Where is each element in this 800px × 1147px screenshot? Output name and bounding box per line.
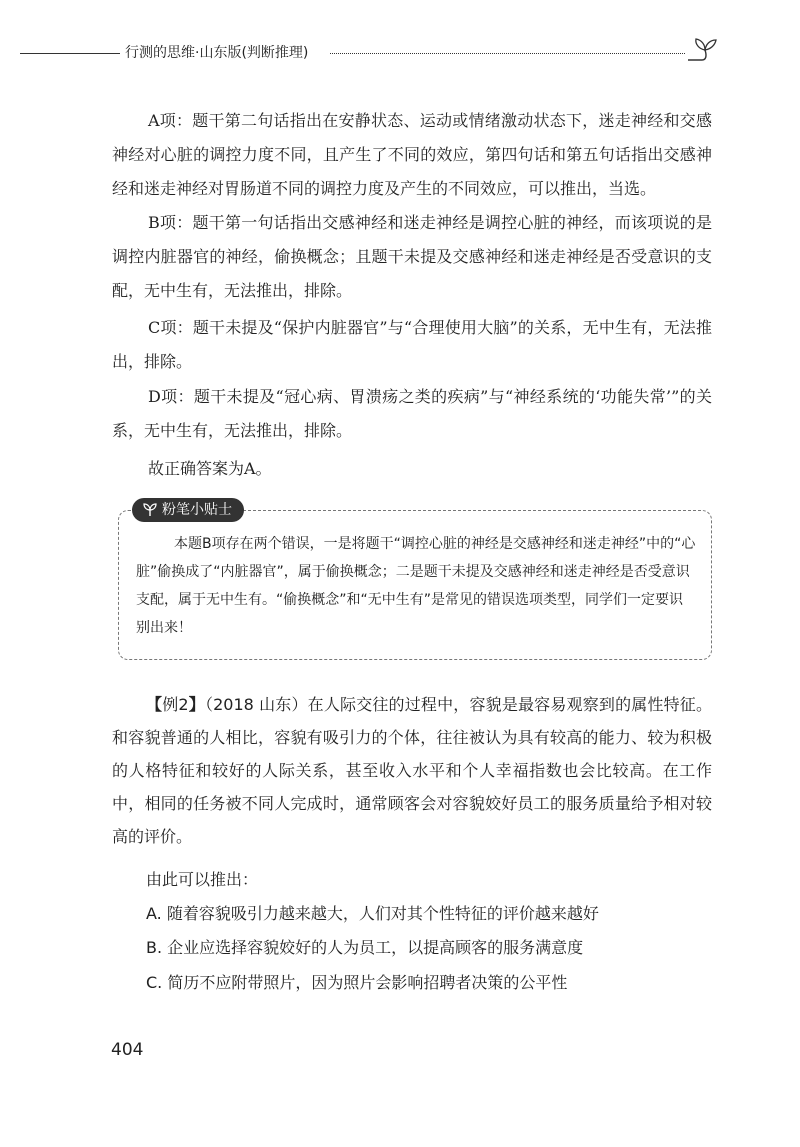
- header-rule-left: [20, 53, 120, 54]
- header-rule-right: [330, 53, 685, 54]
- sprout-icon: [686, 36, 720, 66]
- example-question: [112, 688, 712, 853]
- page-number: 404: [111, 1040, 144, 1060]
- analysis-option-a: A项：题干第二句话指出在安静状态、运动或情绪激动状态下，迷走神经和交感神经对心脏的调控力度不同，且产生了不同的效应，第四句话和第五句话指出交感神经和迷走神经对胃肠道不同的调控力度及产生的不同效应，可以推出，当选。: [112, 111, 712, 198]
- tip-label: [132, 498, 244, 522]
- question-prompt: 由此可以推出：: [146, 870, 259, 889]
- tip-text: 本题B项存在两个错误，一是将题干“调控心脏的神经是交感神经和迷走神经”中的“心脏”偷换成了“内脏器官”，属于偷换概念；二是题干未提及交感神经和迷走神经是否受意识支配，属于无中生有。“偷换概念”和“无中生有”是常见的错误选项类型，同学们一定要识别出来！: [136, 536, 696, 636]
- book-title: 行测的思维·山东版(判断推理): [125, 45, 309, 61]
- example-text: 在人际交往的过程中，容貌是最容易观察到的属性特征。和容貌普通的人相比，容貌有吸引力的个体，往往被认为具有较高的能力、较为积极的人格特征和较好的人际关系，甚至收入水平和个人幸福指数也会比较高。在工作中，相同的任务被不同人完成时，通常顾客会对容貌姣好员工的服务质量给予相对较高的评价。: [112, 695, 712, 846]
- option-b: B. 企业应选择容貌姣好的人为员工，以提高顾客的服务满意度: [146, 938, 584, 957]
- option-a: A. 随着容貌吸引力越来越大，人们对其个性特征的评价越来越好: [146, 904, 599, 923]
- answer-line: 故正确答案为A。: [148, 459, 272, 478]
- analysis-option-b: B项：题干第一句话指出交感神经和迷走神经是调控心脏的神经，而该项说的是调控内脏器官的神经，偷换概念；且题干未提及交感神经和迷走神经是否受意识的支配，无中生有，无法推出，排除。: [112, 213, 712, 300]
- sprout-icon: [142, 503, 158, 517]
- example-bracket-close: 】: [188, 695, 205, 714]
- option-c: C. 简历不应附带照片，因为照片会影响招聘者决策的公平性: [146, 973, 568, 992]
- example-label: 例2: [162, 695, 189, 714]
- analysis-option-d: D项：题干未提及“冠心病、胃溃疡之类的疾病”与“神经系统的‘功能失常’”的关系，无中生有，无法推出，排除。: [112, 387, 712, 440]
- tip-label-text: 粉笔小贴士: [162, 502, 232, 518]
- analysis-option-c: C项：题干未提及“保护内脏器官”与“合理使用大脑”的关系，无中生有，无法推出，排除。: [112, 318, 712, 371]
- example-bracket-open: 【: [146, 695, 163, 714]
- example-source: （2018 山东）: [204, 695, 308, 714]
- running-header: [0, 38, 800, 68]
